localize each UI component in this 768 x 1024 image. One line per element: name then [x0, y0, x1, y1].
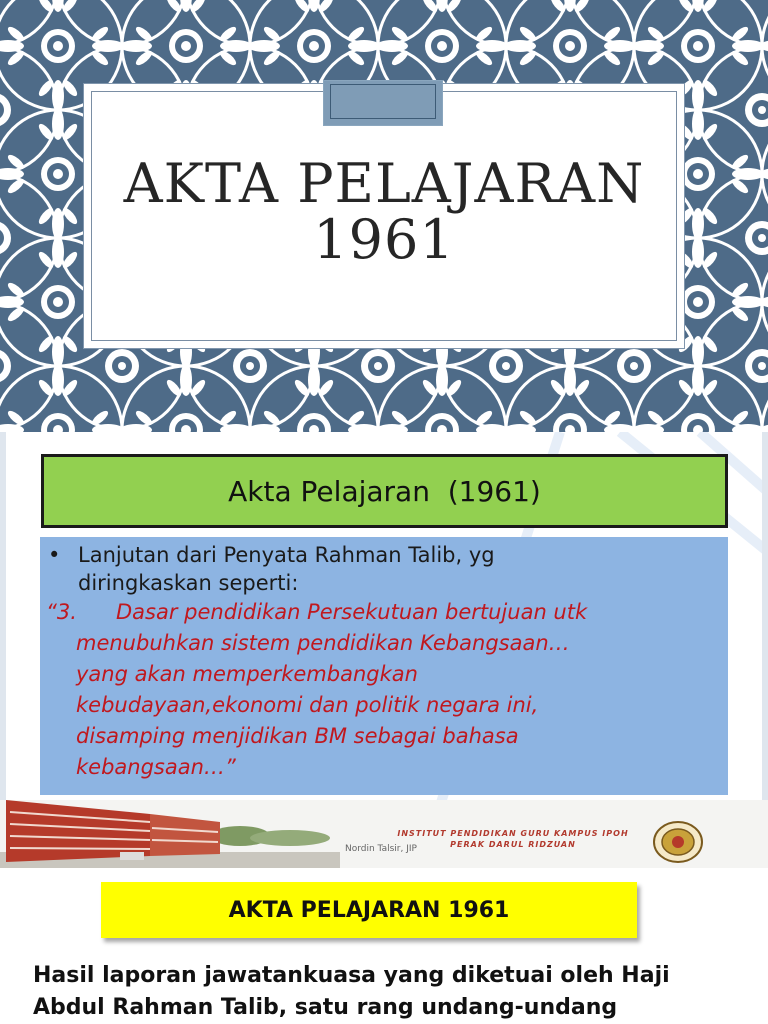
quote-line: disamping menjidikan BM sebagai bahasa — [76, 724, 519, 748]
body-line: Abdul Rahman Talib, satu rang undang-undang — [33, 995, 618, 1020]
photo-credit: Nordin Talsir, JIP — [345, 844, 417, 854]
slide-heading-box: Akta Pelajaran (1961) — [41, 454, 728, 528]
quote-line: menubuhkan sistem pendidikan Kebangsaan… — [76, 631, 570, 655]
quote-line: kebangsaan…” — [76, 755, 236, 779]
quote-line: kebudayaan,ekonomi dan politik negara ini, — [76, 693, 539, 717]
campus-building-photo — [0, 800, 340, 868]
title-slide — [0, 0, 768, 432]
body-paragraph — [33, 960, 763, 1024]
intro-line: Lanjutan dari Penyata Rahman Talib, yg — [78, 543, 495, 567]
bullet-icon: • — [48, 543, 61, 567]
body-line: Hasil laporan jawatankuasa yang diketuai oleh Haji — [33, 963, 670, 988]
intro-bullet — [40, 541, 728, 597]
slide-heading-box: AKTA PELAJARAN 1961 — [101, 882, 637, 938]
quote-block — [40, 597, 728, 783]
institution-logo-icon — [652, 820, 704, 864]
quote-line: Dasar pendidikan Persekutuan bertujuan utk — [116, 600, 588, 624]
page-title — [90, 152, 678, 271]
title-line-2: 1961 — [313, 208, 455, 271]
slide-footer — [0, 800, 768, 868]
institution-name: INSTITUT PENDIDIKAN GURU KAMPUS IPOH PERAK DARUL RIDZUAN — [397, 829, 629, 849]
intro-line: diringkaskan seperti: — [78, 571, 299, 595]
quote-line: yang akan memperkembangkan — [76, 662, 418, 686]
summary-content-box — [40, 537, 728, 795]
summary-slide — [0, 432, 768, 868]
title-tab-decoration — [323, 80, 443, 126]
title-line-1: AKTA PELAJARAN — [123, 152, 645, 215]
akta-heading-slide — [0, 868, 768, 1024]
quote-number: “3. — [46, 600, 77, 624]
